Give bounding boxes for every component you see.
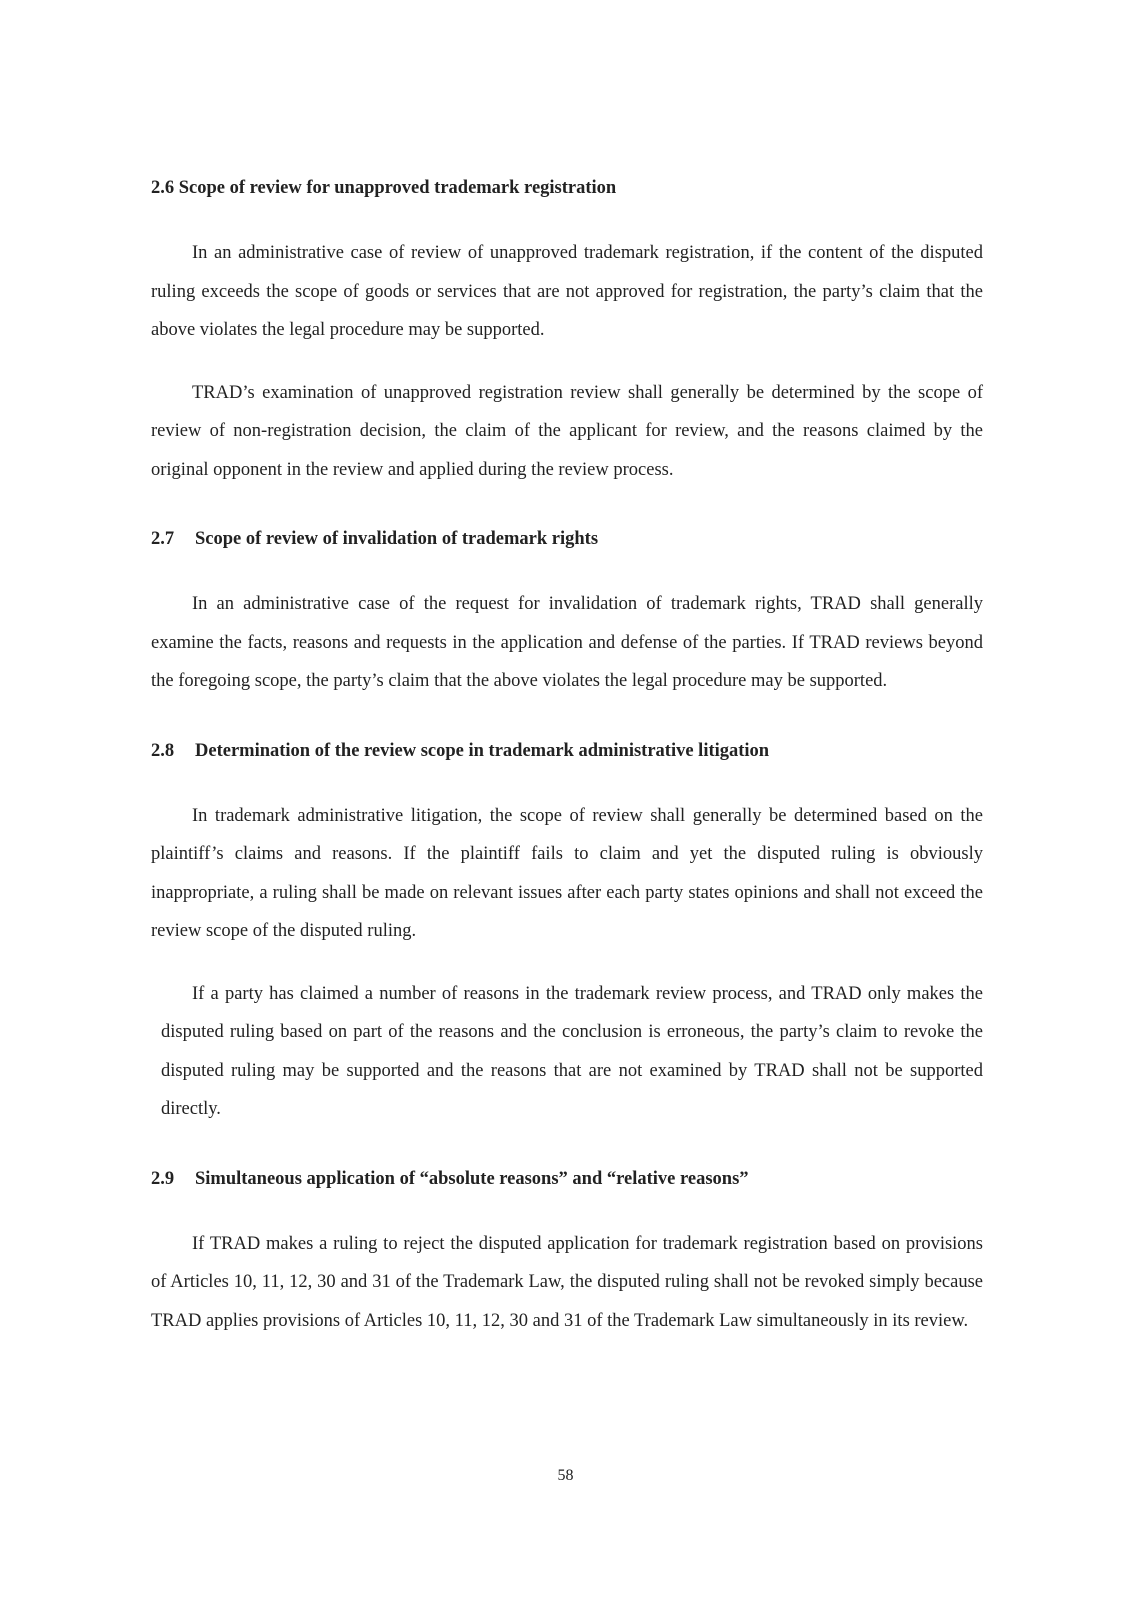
- paragraph: In an administrative case of review of unapproved trademark registration, if the content of the disputed ruling exceeds the scope of goods or services that are not approved for registration, the party’s claim that the above violates the legal procedure may be supported.: [151, 243, 983, 340]
- paragraph: If a party has claimed a number of reasons in the trademark review process, and TRAD only makes the disputed ruling based on part of the reasons and the conclusion is erroneous, the party’s claim to revoke the disputed ruling may be supported and the reasons that are not examined by TRAD shall not be supported directly.: [161, 983, 983, 1119]
- section-title: Scope of review of invalidation of trademark rights: [195, 529, 599, 549]
- section-number: 2.7: [151, 529, 175, 549]
- section-heading-2-7: [151, 527, 983, 551]
- paragraph: TRAD’s examination of unapproved registration review shall generally be determined by the scope of review of non-registration decision, the claim of the applicant for review, and the reasons claimed by the original opponent in the review and applied during the review process.: [151, 382, 983, 480]
- section-title: Scope of review for unapproved trademark registration: [178, 178, 617, 198]
- page-number: 58: [557, 1467, 574, 1484]
- section-number: 2.6: [151, 178, 175, 198]
- section-number: 2.9: [151, 1168, 175, 1189]
- page-body: [151, 176, 983, 1340]
- section-number: 2.8: [151, 740, 175, 761]
- paragraph: In trademark administrative litigation, the scope of review shall generally be determined based on the plaintiff’s claims and reasons. If the plaintiff fails to claim and yet the disputed ruling is obviously inappropriate, a ruling shall be made on relevant issues after each party states opinions and shall not exceed the review scope of the disputed ruling.: [151, 805, 983, 941]
- section-heading-2-8: [151, 739, 983, 763]
- section-title: Simultaneous application of “absolute reasons” and “relative reasons”: [195, 1168, 749, 1189]
- paragraph: In an administrative case of the request for invalidation of trademark rights, TRAD shall generally examine the facts, reasons and requests in the application and defense of the parties. If TRAD reviews beyond the foregoing scope, the party’s claim that the above violates the legal procedure may be supported.: [151, 594, 983, 691]
- section-title: Determination of the review scope in trademark administrative litigation: [195, 740, 770, 761]
- section-heading-2-9: [151, 1167, 983, 1191]
- paragraph: If TRAD makes a ruling to reject the disputed application for trademark registration based on provisions of Articles 10, 11, 12, 30 and 31 of the Trademark Law, the disputed ruling shall not be revoked simply because TRAD applies provisions of Articles 10, 11, 12, 30 and 31 of the Trademark Law simultaneously in its review.: [151, 1233, 983, 1331]
- section-heading-2-6: [151, 176, 983, 200]
